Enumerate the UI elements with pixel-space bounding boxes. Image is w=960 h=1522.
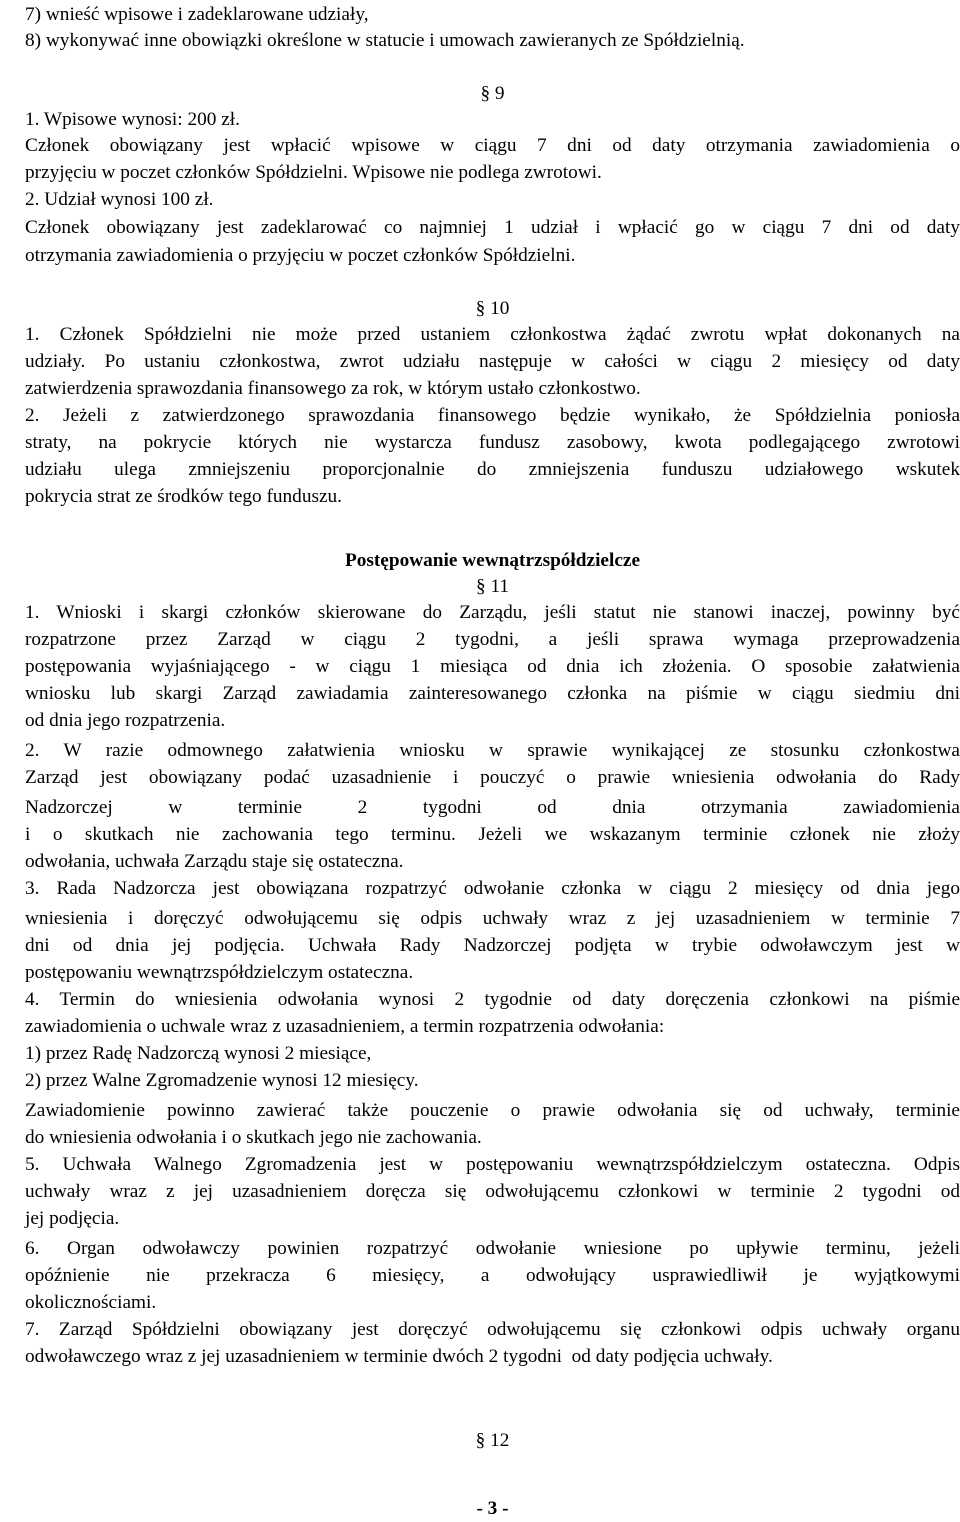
section-heading: Postępowanie wewnątrzspółdzielcze: [344, 550, 641, 571]
text-line: 1. Członek Spółdzielni nie może przed ustaniem członkostwa żądać zwrotu wpłat dokonanych na: [25, 324, 960, 345]
text-line: jej podjęcia.: [25, 1208, 120, 1229]
paragraph-number: § 9: [480, 83, 505, 104]
text-line: opóźnienie nie przekracza 6 miesięcy, a odwołujący usprawiedliwił je wyjątkowymi: [25, 1265, 960, 1286]
text-line: 2. Udział wynosi 100 zł.: [25, 189, 214, 210]
text-line: 7) wnieść wpisowe i zadeklarowane udziały,: [25, 4, 369, 25]
text-line: Nadzorczej w terminie 2 tygodni od dnia otrzymania zawiadomienia: [25, 797, 960, 818]
text-line: Zarząd jest obowiązany podać uzasadnienie i pouczyć o prawie wniesienia odwołania do Rady: [25, 767, 960, 788]
text-line: odwoławczego wraz z jej uzasadnieniem w terminie dwóch 2 tygodni od daty podjęcia uchwały.: [25, 1346, 773, 1367]
text-line: Członek obowiązany jest zadeklarować co najmniej 1 udział i wpłacić go w ciągu 7 dni od daty: [25, 217, 960, 238]
page-number: - 3 -: [476, 1498, 509, 1519]
text-line: 7. Zarząd Spółdzielni obowiązany jest doręczyć odwołującemu się członkowi odpis uchwały organu: [25, 1319, 960, 1340]
text-line: odwołania, uchwała Zarządu staje się ostateczna.: [25, 851, 404, 872]
text-line: 6. Organ odwoławczy powinien rozpatrzyć odwołanie wniesione po upływie terminu, jeżeli: [25, 1238, 960, 1259]
text-line: zawiadomienia o uchwale wraz z uzasadnieniem, a termin rozpatrzenia odwołania:: [25, 1016, 665, 1037]
text-line: 1. Wnioski i skargi członków skierowane do Zarządu, jeśli statut nie stanowi inaczej, powinny być: [25, 602, 960, 623]
text-line: udziały. Po ustaniu członkostwa, zwrot udziału następuje w całości w ciągu 2 miesięcy od daty: [25, 351, 960, 372]
text-line: pokrycia strat ze środków tego funduszu.: [25, 486, 342, 507]
text-line: straty, na pokrycie których nie wystarcza fundusz zasobowy, kwota podlegającego zwrotowi: [25, 432, 960, 453]
text-line: 2. Jeżeli z zatwierdzonego sprawozdania finansowego będzie wynikało, że Spółdzielnia poniosła: [25, 405, 960, 426]
text-line: 3. Rada Nadzorcza jest obowiązana rozpatrzyć odwołanie członka w ciągu 2 miesięcy od dnia jego: [25, 878, 960, 899]
paragraph-number: § 11: [475, 576, 510, 597]
text-line: i o skutkach nie zachowania tego terminu. Jeżeli we wskazanym terminie członek nie złoży: [25, 824, 960, 845]
text-line: 1. Wpisowe wynosi: 200 zł.: [25, 109, 240, 130]
text-line: Członek obowiązany jest wpłacić wpisowe w ciągu 7 dni od daty otrzymania zawiadomienia o: [25, 135, 960, 156]
text-line: 4. Termin do wniesienia odwołania wynosi 2 tygodnie od daty doręczenia członkowi na piśmie: [25, 989, 960, 1010]
text-line: Zawiadomienie powinno zawierać także pouczenie o prawie odwołania się od uchwały, terminie: [25, 1100, 960, 1121]
text-line: postępowaniu wewnątrzspółdzielczym ostateczna.: [25, 962, 414, 983]
text-line: rozpatrzone przez Zarząd w ciągu 2 tygodni, a jeśli sprawa wymaga przeprowadzenia: [25, 629, 960, 650]
text-line: od dnia jego rozpatrzenia.: [25, 710, 226, 731]
text-line: 1) przez Radę Nadzorczą wynosi 2 miesiące,: [25, 1043, 372, 1064]
text-line: uchwały wraz z jej uzasadnieniem doręcza się odwołującemu członkowi w terminie 2 tygodni od: [25, 1181, 960, 1202]
text-line: 2. W razie odmownego załatwienia wniosku w sprawie wynikającej ze stosunku członkostwa: [25, 740, 960, 761]
text-line: 2) przez Walne Zgromadzenie wynosi 12 miesięcy.: [25, 1070, 419, 1091]
text-line: 5. Uchwała Walnego Zgromadzenia jest w postępowaniu wewnątrzspółdzielczym ostateczna. Odpis: [25, 1154, 960, 1175]
text-line: okolicznościami.: [25, 1292, 157, 1313]
paragraph-number: § 10: [475, 298, 510, 319]
paragraph-number: § 12: [475, 1430, 510, 1451]
text-line: wniosku lub skargi Zarząd zawiadamia zainteresowanego członka na piśmie w ciągu siedmiu dni: [25, 683, 960, 704]
text-line: zatwierdzenia sprawozdania finansowego za rok, w którym ustało członkostwo.: [25, 378, 641, 399]
text-line: do wniesienia odwołania i o skutkach jego nie zachowania.: [25, 1127, 482, 1148]
text-line: 8) wykonywać inne obowiązki określone w statucie i umowach zawieranych ze Spółdzielnią.: [25, 30, 745, 51]
text-line: dni od dnia jej podjęcia. Uchwała Rady Nadzorczej podjęta w trybie odwoławczym jest w: [25, 935, 960, 956]
text-line: otrzymania zawiadomienia o przyjęciu w poczet członków Spółdzielni.: [25, 245, 576, 266]
text-line: wniesienia i doręczyć odwołującemu się odpis uchwały wraz z jej uzasadnieniem w terminie 7: [25, 908, 960, 929]
text-line: udziału ulega zmniejszeniu proporcjonalnie do zmniejszenia funduszu udziałowego wskutek: [25, 459, 960, 480]
text-line: postępowania wyjaśniającego - w ciągu 1 miesiąca od dnia ich złożenia. O sposobie załatwienia: [25, 656, 960, 677]
text-line: przyjęciu w poczet członków Spółdzielni. Wpisowe nie podlega zwrotowi.: [25, 162, 602, 183]
